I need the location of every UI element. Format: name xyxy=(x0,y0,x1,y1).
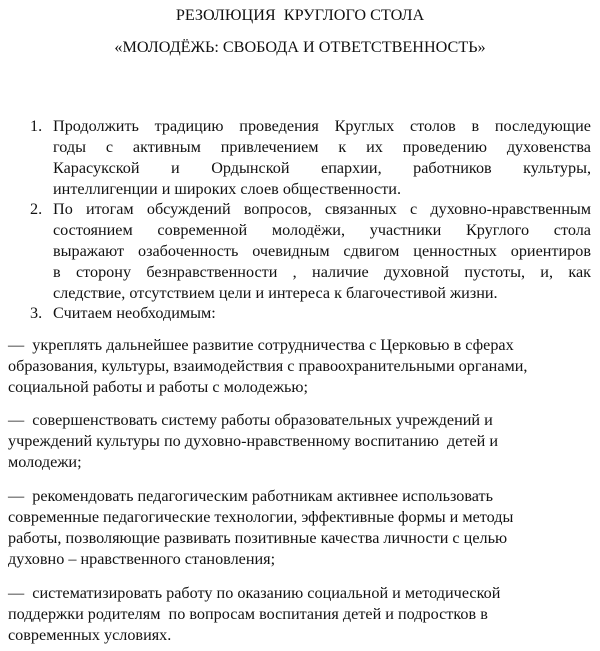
item-text-line: интеллигенции и широких слоев общественности. xyxy=(53,180,402,198)
item-text-line: По итогам обсуждений вопросов, связанных с духовно-нравственным xyxy=(53,200,591,218)
item-text-line: следствие, отсутствием цели и интереса к благочестивой жизни. xyxy=(53,284,498,302)
dash-text-line: учреждений культуры по духовно-нравственному воспитанию детей и xyxy=(8,432,499,450)
dash-text-line: работы, позволяющие развивать позитивные качества личности с целью xyxy=(8,529,508,547)
dash-text-line: — систематизировать работу по оказанию социальной и методической xyxy=(8,584,501,602)
item-text-line: Карасукской и Ордынской епархии, работников культуры, xyxy=(53,159,591,177)
dash-text-line: социальной работы и работы с молодежью; xyxy=(8,378,308,396)
item-number: 2. xyxy=(30,200,43,218)
item-text-line: выражают озабоченность очевидным сдвигом ценностных ориентиров xyxy=(53,242,591,260)
dash-text-line: — рекомендовать педагогическим работникам активнее использовать xyxy=(8,487,494,505)
dash-text-line: поддержки родителям по вопросам воспитания детей и подростков в xyxy=(8,605,488,623)
dash-text-line: молодежи; xyxy=(8,453,82,471)
dash-text-line: духовно – нравственного становления; xyxy=(8,550,276,568)
item-text-line: состоянием современной молодёжи, участники Круглого стола xyxy=(53,221,591,239)
document-subtitle: «МОЛОДЁЖЬ: СВОБОДА И ОТВЕТСТВЕННОСТЬ» xyxy=(114,38,486,56)
item-text-line: в сторону безнравственности , наличие духовной пустоты, и, как xyxy=(53,263,591,281)
document-title: РЕЗОЛЮЦИЯ КРУГЛОГО СТОЛА xyxy=(175,6,425,24)
dash-text-line: современные педагогические технологии, эффективные формы и методы xyxy=(8,508,514,526)
dash-text-line: современных условиях. xyxy=(8,626,172,644)
item-number: 3. xyxy=(30,304,43,322)
dash-text-line: — укреплять дальнейшее развитие сотрудничества с Церковью в сферах xyxy=(8,336,514,354)
item-number: 1. xyxy=(30,117,43,135)
item-text-line: годы с активным привлечением к их проведению духовенства xyxy=(53,138,591,156)
item-text-line: Продолжить традицию проведения Круглых столов в последующие xyxy=(53,117,591,135)
dash-text-line: образования, культуры, взаимодействия с правоохранительными органами, xyxy=(8,357,528,375)
item-text-line: Считаем необходимым: xyxy=(53,304,216,322)
dash-text-line: — совершенствовать систему работы образовательных учреждений и xyxy=(8,411,493,429)
